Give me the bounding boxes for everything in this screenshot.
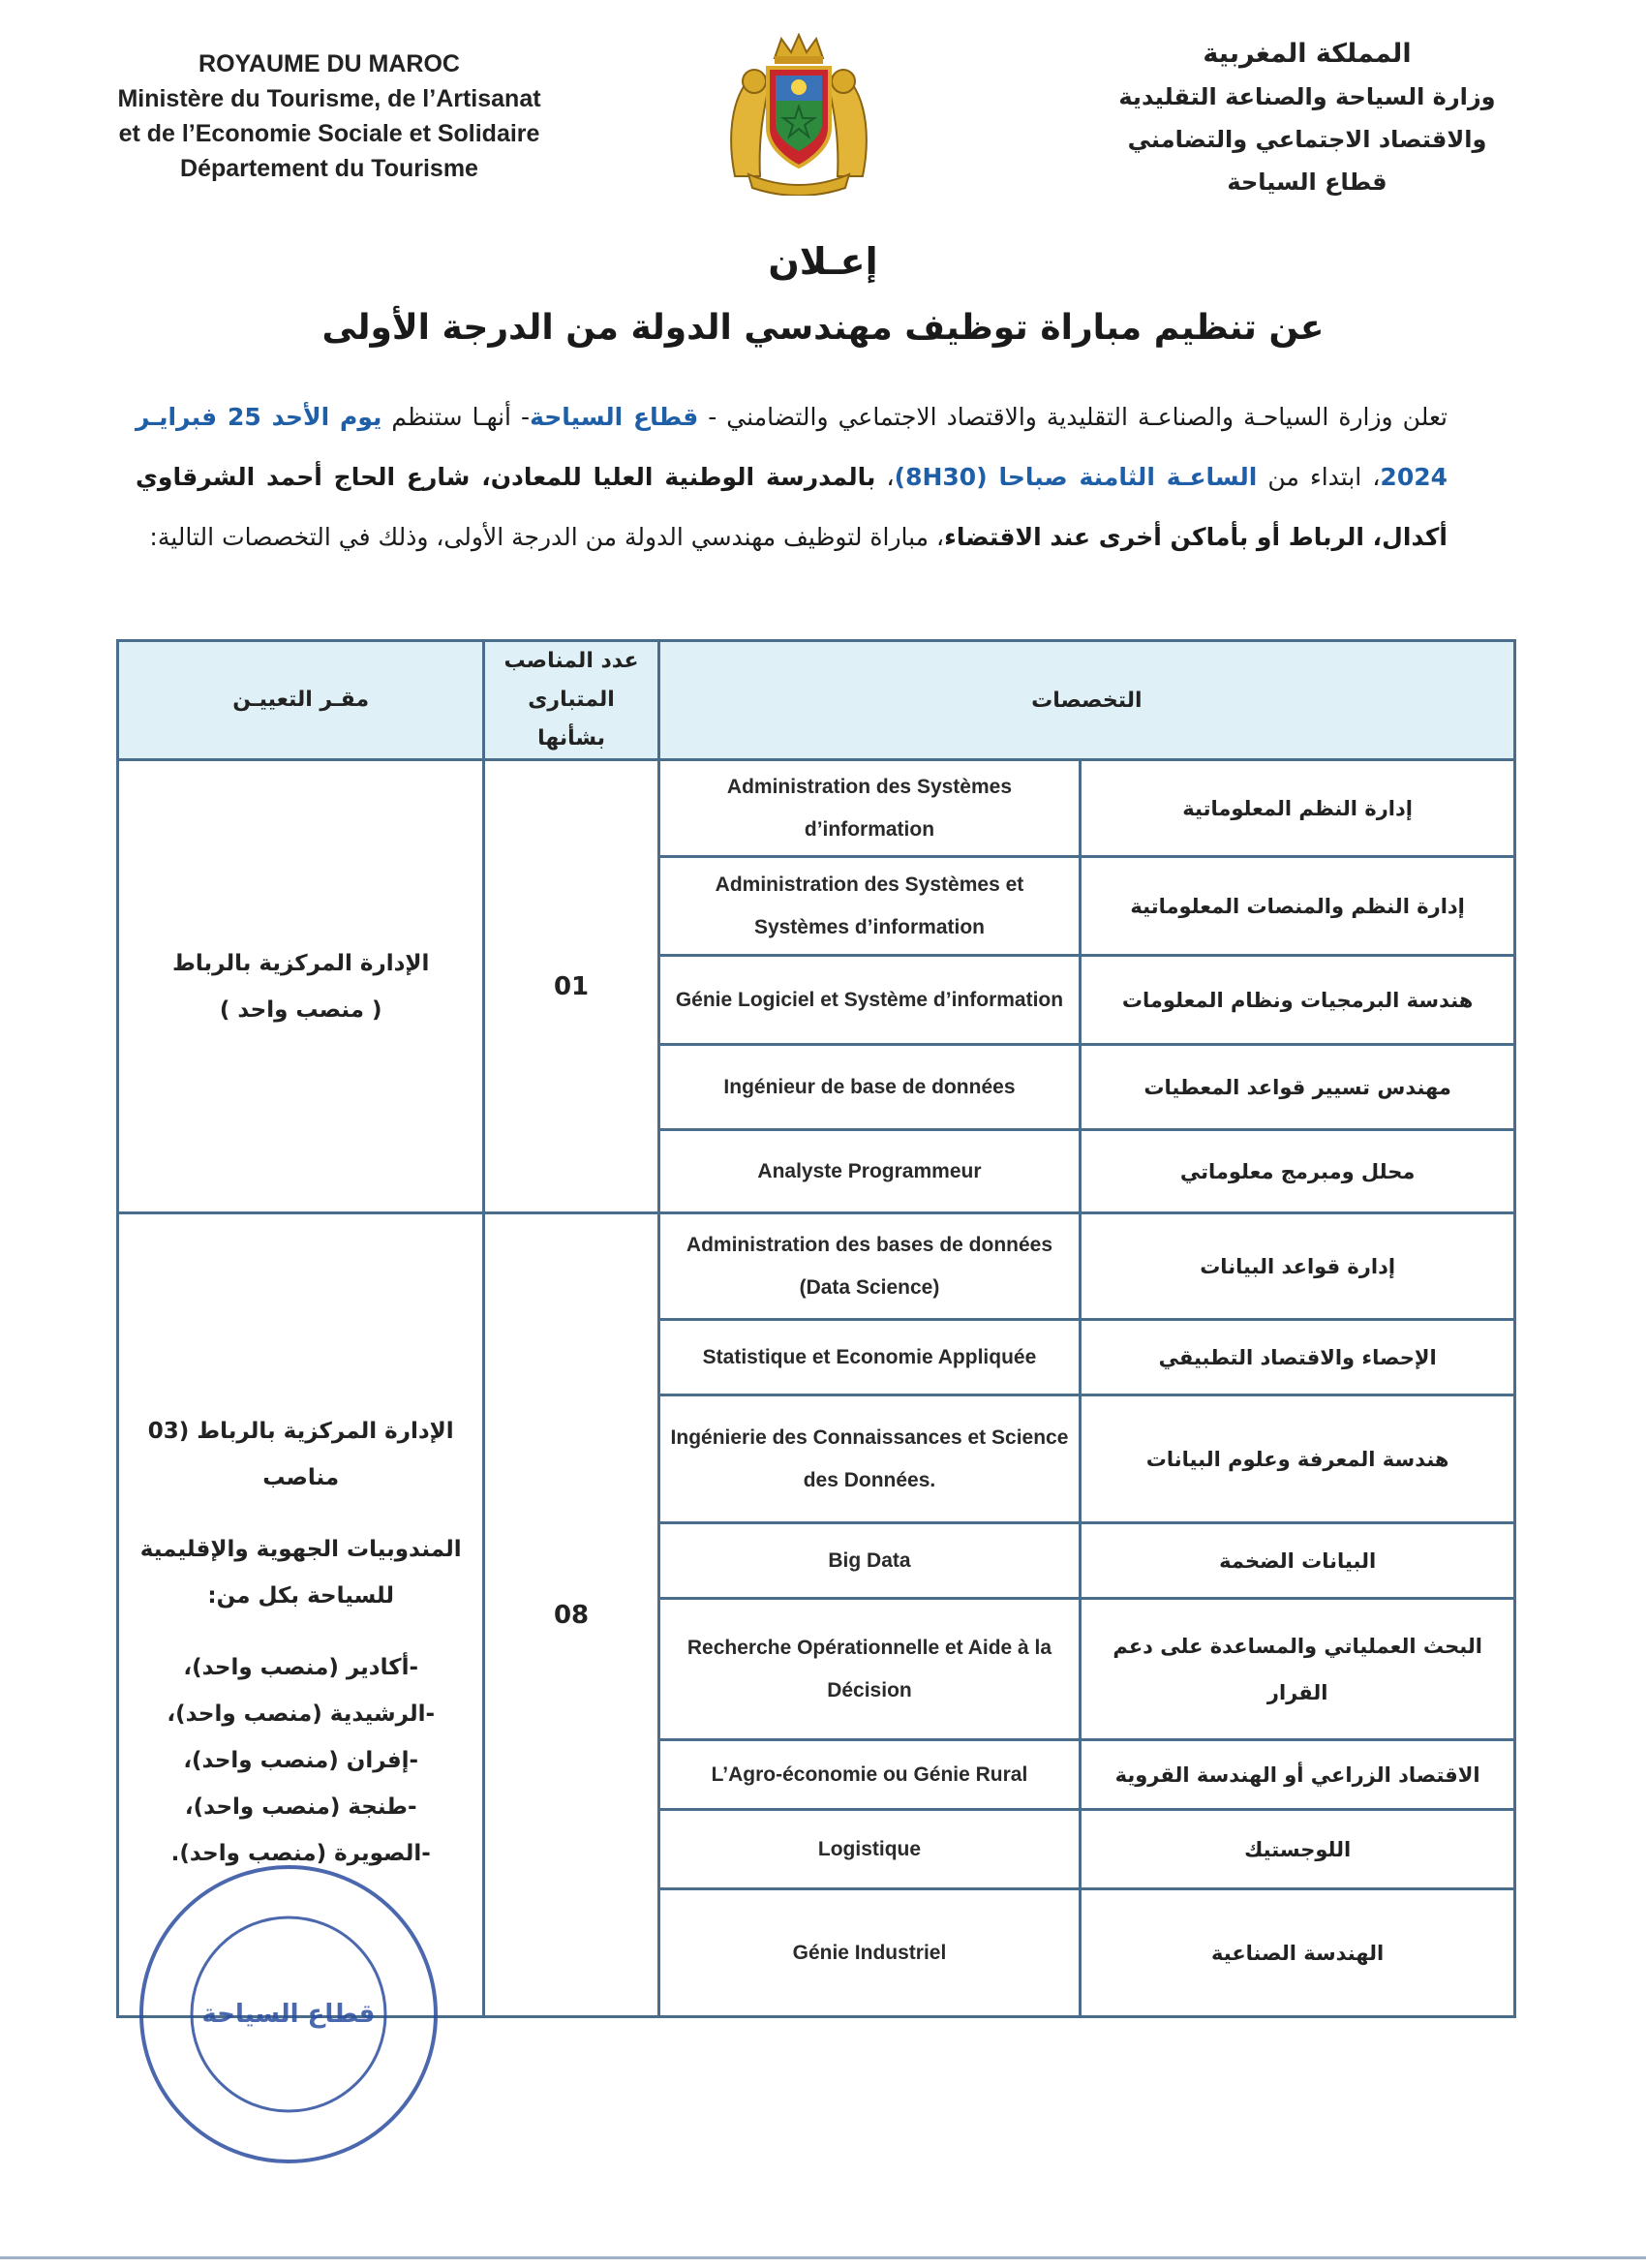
location-line: المندوبيات الجهوية والإقليمية [139, 1537, 462, 1562]
specialty-fr: Génie Logiciel et Système d’information [658, 956, 1081, 1045]
location-line: الإدارة المركزية بالرباط [172, 950, 430, 976]
location-cities [127, 1644, 474, 1877]
header-fr-line: Ministère du Tourisme, de l’Artisanat [117, 85, 541, 112]
specialty-ar: مهندس تسيير قواعد المعطيات [1081, 1045, 1515, 1130]
para-time: الساعـة الثامنة صباحا (8H30) [894, 463, 1258, 491]
announcement-paragraph [136, 387, 1448, 567]
location-central: الإدارة المركزية بالرباط (03 مناصب [147, 1419, 454, 1490]
specialty-ar: البيانات الضخمة [1081, 1523, 1515, 1599]
para-sector: قطاع السياحة [530, 403, 699, 431]
specialty-fr: Administration des Systèmes et Systèmes d’information [658, 857, 1081, 956]
positions-count: 01 [484, 760, 658, 1213]
specialty-ar: البحث العملياتي والمساعدة على دعم القرار [1081, 1599, 1515, 1740]
positions-count: 08 [484, 1213, 658, 2017]
location-regional [127, 1526, 474, 1619]
header-ar-line: والاقتصاد الاجتماعي والتضامني [1127, 126, 1487, 153]
location-line: للسياحة بكل من: [207, 1583, 395, 1609]
header-fr-line: et de l’Economie Sociale et Solidaire [118, 120, 540, 147]
svg-text:المملكة المغربية * وزارة السيا [134, 1859, 146, 1865]
header-location: مقـر التعييـن [118, 641, 484, 760]
header-ar-line: وزارة السياحة والصناعة التقليدية [1118, 83, 1496, 110]
specialty-fr: L’Agro-économie ou Génie Rural [658, 1740, 1081, 1810]
specialty-ar: إدارة قواعد البيانات [1081, 1213, 1515, 1320]
specialty-fr: Administration des bases de données (Data Science) [658, 1213, 1081, 1320]
list-item: -أكادير (منصب واحد)، [183, 1655, 419, 1680]
specialty-fr: Logistique [658, 1810, 1081, 1889]
table-header-row [118, 641, 1515, 760]
specialty-fr: Ingénierie des Connaissances et Science des Données. [658, 1395, 1081, 1523]
para-place: بالمدرسة الوطنية العليا للمعادن، شارع الحاج أحمد الشرقاوي أكدال، الرباط أو بأماكن أخرى عند الاقتضاء [136, 463, 1448, 551]
para-text: - أنهـا ستنظم [381, 403, 531, 431]
specialty-ar: الهندسة الصناعية [1081, 1889, 1515, 2017]
specialties-table [116, 639, 1516, 2018]
coat-of-arms-icon [721, 31, 876, 196]
header-positions: عدد المناصب المتبارى بشأنها [484, 641, 658, 760]
specialty-ar: محلل ومبرمج معلوماتي [1081, 1130, 1515, 1213]
list-item: -طنجة (منصب واحد)، [184, 1794, 417, 1820]
table-row [118, 1213, 1515, 1320]
list-item: -الصويرة (منصب واحد). [170, 1841, 431, 1866]
header-specialties: التخصصات [658, 641, 1514, 760]
header-fr-line: ROYAUME DU MAROC [198, 50, 460, 77]
announcement-subtitle: عن تنظيم مباراة توظيف مهندسي الدولة من الدرجة الأولى [321, 308, 1325, 348]
para-text: ، ابتداء من [1257, 463, 1381, 491]
header-french [77, 46, 581, 186]
list-item: -الرشيدية (منصب واحد)، [167, 1701, 436, 1727]
para-text: ، [875, 463, 895, 491]
announcement-title: إعـلان [768, 240, 878, 283]
specialty-fr: Big Data [658, 1523, 1081, 1599]
location-line: ( منصب واحد ) [219, 996, 382, 1023]
assignment-location [118, 760, 484, 1213]
para-text: ، مباراة لتوظيف مهندسي الدولة من الدرجة الأولى، وذلك في التخصصات التالية: [149, 523, 945, 551]
stamp-center-text: قطاع السياحة [201, 2000, 376, 2029]
specialty-fr: Administration des Systèmes d’information [658, 760, 1081, 857]
specialty-ar: إدارة النظم المعلوماتية [1081, 760, 1515, 857]
specialty-ar: الإحصاء والاقتصاد التطبيقي [1081, 1320, 1515, 1395]
header-ar-line: قطاع السياحة [1227, 169, 1387, 196]
page-bottom-border [0, 2256, 1646, 2259]
specialty-ar: إدارة النظم والمنصات المعلوماتية [1081, 857, 1515, 956]
para-text: تعلن وزارة السياحـة والصناعـة التقليدية والاقتصاد الاجتماعي والتضامني - [698, 403, 1448, 431]
para-date: يوم الأحد 25 فبرايـر 2024 [136, 403, 1448, 491]
specialty-fr: Recherche Opérationnelle et Aide à la Décision [658, 1599, 1081, 1740]
header-arabic [1046, 33, 1569, 203]
specialty-ar: هندسة المعرفة وعلوم البيانات [1081, 1395, 1515, 1523]
header-fr-line: Département du Tourisme [180, 155, 478, 182]
specialty-fr: Génie Industriel [658, 1889, 1081, 2017]
specialty-fr: Ingénieur de base de données [658, 1045, 1081, 1130]
official-stamp [134, 1859, 443, 2169]
header-ar-line: المملكة المغربية [1203, 39, 1412, 69]
specialty-ar: هندسة البرمجيات ونظام المعلومات [1081, 956, 1515, 1045]
list-item: -إفران (منصب واحد)، [183, 1748, 419, 1773]
specialty-fr: Statistique et Economie Appliquée [658, 1320, 1081, 1395]
table-row [118, 760, 1515, 857]
stamp-ring-text [134, 1859, 146, 1865]
specialty-fr: Analyste Programmeur [658, 1130, 1081, 1213]
specialty-ar: الاقتصاد الزراعي أو الهندسة القروية [1081, 1740, 1515, 1810]
specialty-ar: اللوجستيك [1081, 1810, 1515, 1889]
